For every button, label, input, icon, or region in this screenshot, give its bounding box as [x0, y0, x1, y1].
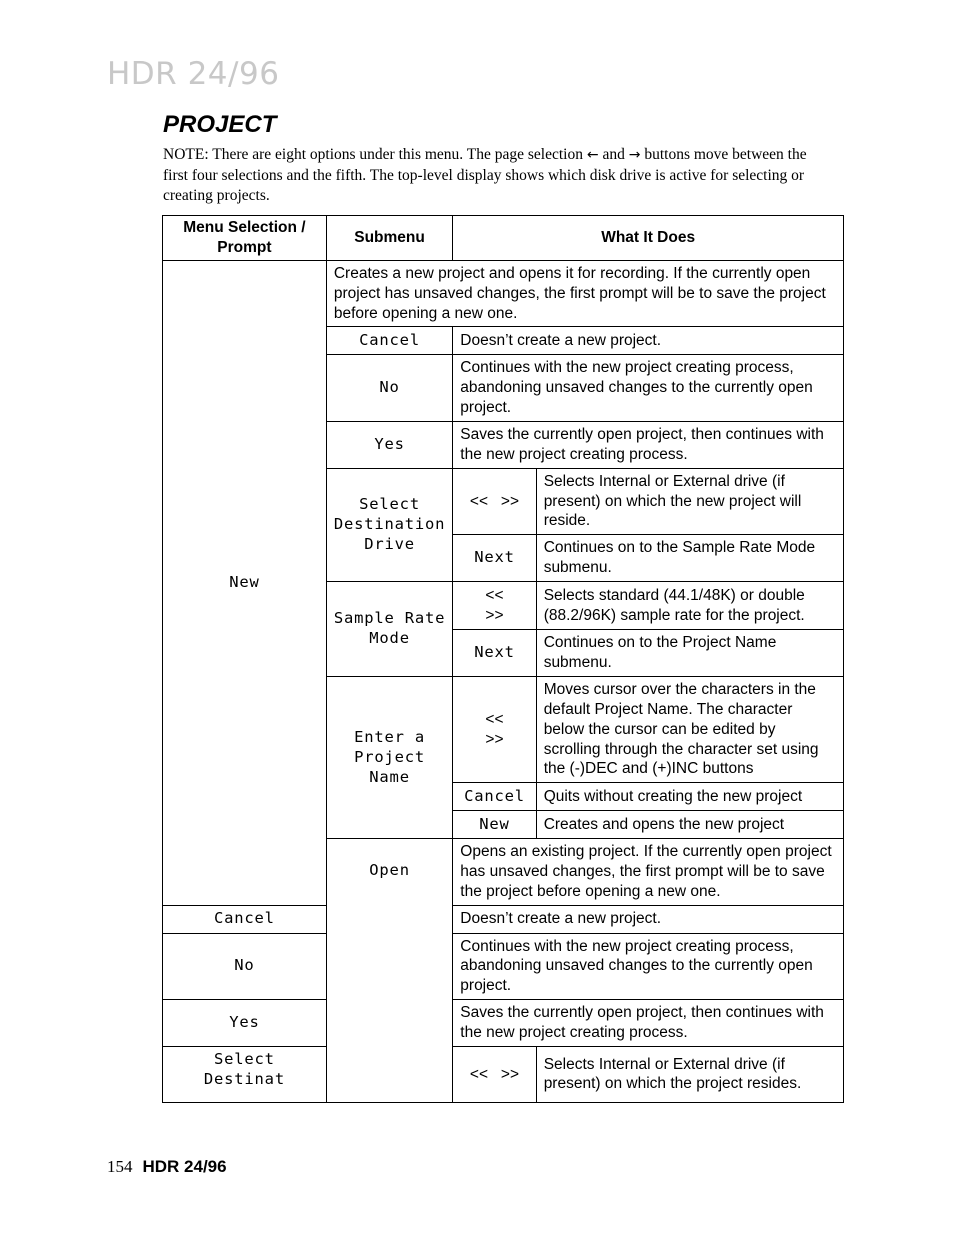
table-header-row — [163, 216, 844, 261]
description: Moves cursor over the characters in the default Project Name. The character below the cursor can be edited by scrolling through the character set using the (-)DEC and (+)INC buttons — [536, 677, 843, 783]
table-row — [163, 905, 844, 933]
submenu-yes: Yes — [326, 421, 452, 468]
menu-selection-open: Open — [326, 839, 452, 1103]
page-number: 154 — [107, 1157, 133, 1176]
menu-selection-new: New — [163, 261, 327, 906]
description: Selects standard (44.1/48K) or double (88.2/96K) sample rate for the project. — [536, 582, 843, 630]
footer-brand: HDR 24/96 — [142, 1157, 227, 1176]
description: Continues on to the Project Name submenu. — [536, 630, 843, 677]
submenu-yes: Yes — [163, 999, 327, 1046]
submenu-no: No — [163, 933, 327, 999]
nav-arrows: << >> — [453, 1046, 536, 1102]
open-intro: Opens an existing project. If the currently open project has unsaved changes, the first prompt will be to save the project before opening a new one. — [453, 839, 844, 905]
description: Continues on to the Sample Rate Mode submenu. — [536, 535, 843, 582]
project-menu-table — [162, 215, 844, 1103]
nav-arrows: << >> — [453, 468, 536, 534]
nav-arrows: << >> — [453, 582, 536, 630]
note-and: and — [598, 146, 629, 163]
option-new: New — [453, 811, 536, 839]
table-row — [163, 1046, 844, 1102]
header-menu-selection: Menu Selection / Prompt — [163, 216, 327, 261]
table-row — [163, 261, 844, 327]
page-footer — [107, 1157, 227, 1177]
submenu-no: No — [326, 355, 452, 421]
brand-header: HDR 24/96 — [107, 56, 280, 92]
description: Doesn’t create a new project. — [453, 905, 844, 933]
table-row — [163, 933, 844, 999]
submenu-cancel: Cancel — [163, 905, 327, 933]
menu-note — [163, 145, 833, 207]
table-row — [163, 999, 844, 1046]
description: Selects Internal or External drive (if present) on which the new project will reside. — [536, 468, 843, 534]
note-text-continued: buttons move between the first four selections and the fifth. The top-level display shows which disk drive is active for selecting or creating projects. — [163, 146, 807, 204]
description: Selects Internal or External drive (if present) on which the project resides. — [536, 1046, 843, 1102]
note-text: NOTE: There are eight options under this menu. The page selection — [163, 146, 587, 163]
option-next: Next — [453, 630, 536, 677]
description: Saves the currently open project, then continues with the new project creating process. — [453, 999, 844, 1046]
description: Doesn’t create a new project. — [453, 327, 844, 355]
submenu-sample-rate-mode: Sample Rate Mode — [326, 582, 452, 677]
description: Quits without creating the new project — [536, 783, 843, 811]
description: Continues with the new project creating process, abandoning unsaved changes to the currently open project. — [453, 933, 844, 999]
right-arrow-icon: → — [628, 147, 641, 163]
option-next: Next — [453, 535, 536, 582]
description: Saves the currently open project, then continues with the new project creating process. — [453, 421, 844, 468]
section-title: PROJECT — [163, 111, 277, 138]
header-what-it-does: What It Does — [453, 216, 844, 261]
submenu-select-destination: Select Destinat — [163, 1046, 327, 1102]
submenu-select-destination-drive: Select Destination Drive — [326, 468, 452, 581]
left-arrow-icon: ← — [586, 147, 599, 163]
option-cancel: Cancel — [453, 783, 536, 811]
header-submenu: Submenu — [326, 216, 452, 261]
new-intro: Creates a new project and opens it for recording. If the currently open project has unsaved changes, the first prompt will be to save the project before opening a new one. — [326, 261, 843, 327]
nav-arrows: << >> — [453, 677, 536, 783]
description: Continues with the new project creating process, abandoning unsaved changes to the currently open project. — [453, 355, 844, 421]
submenu-enter-project-name: Enter a Project Name — [326, 677, 452, 839]
submenu-cancel: Cancel — [326, 327, 452, 355]
description: Creates and opens the new project — [536, 811, 843, 839]
